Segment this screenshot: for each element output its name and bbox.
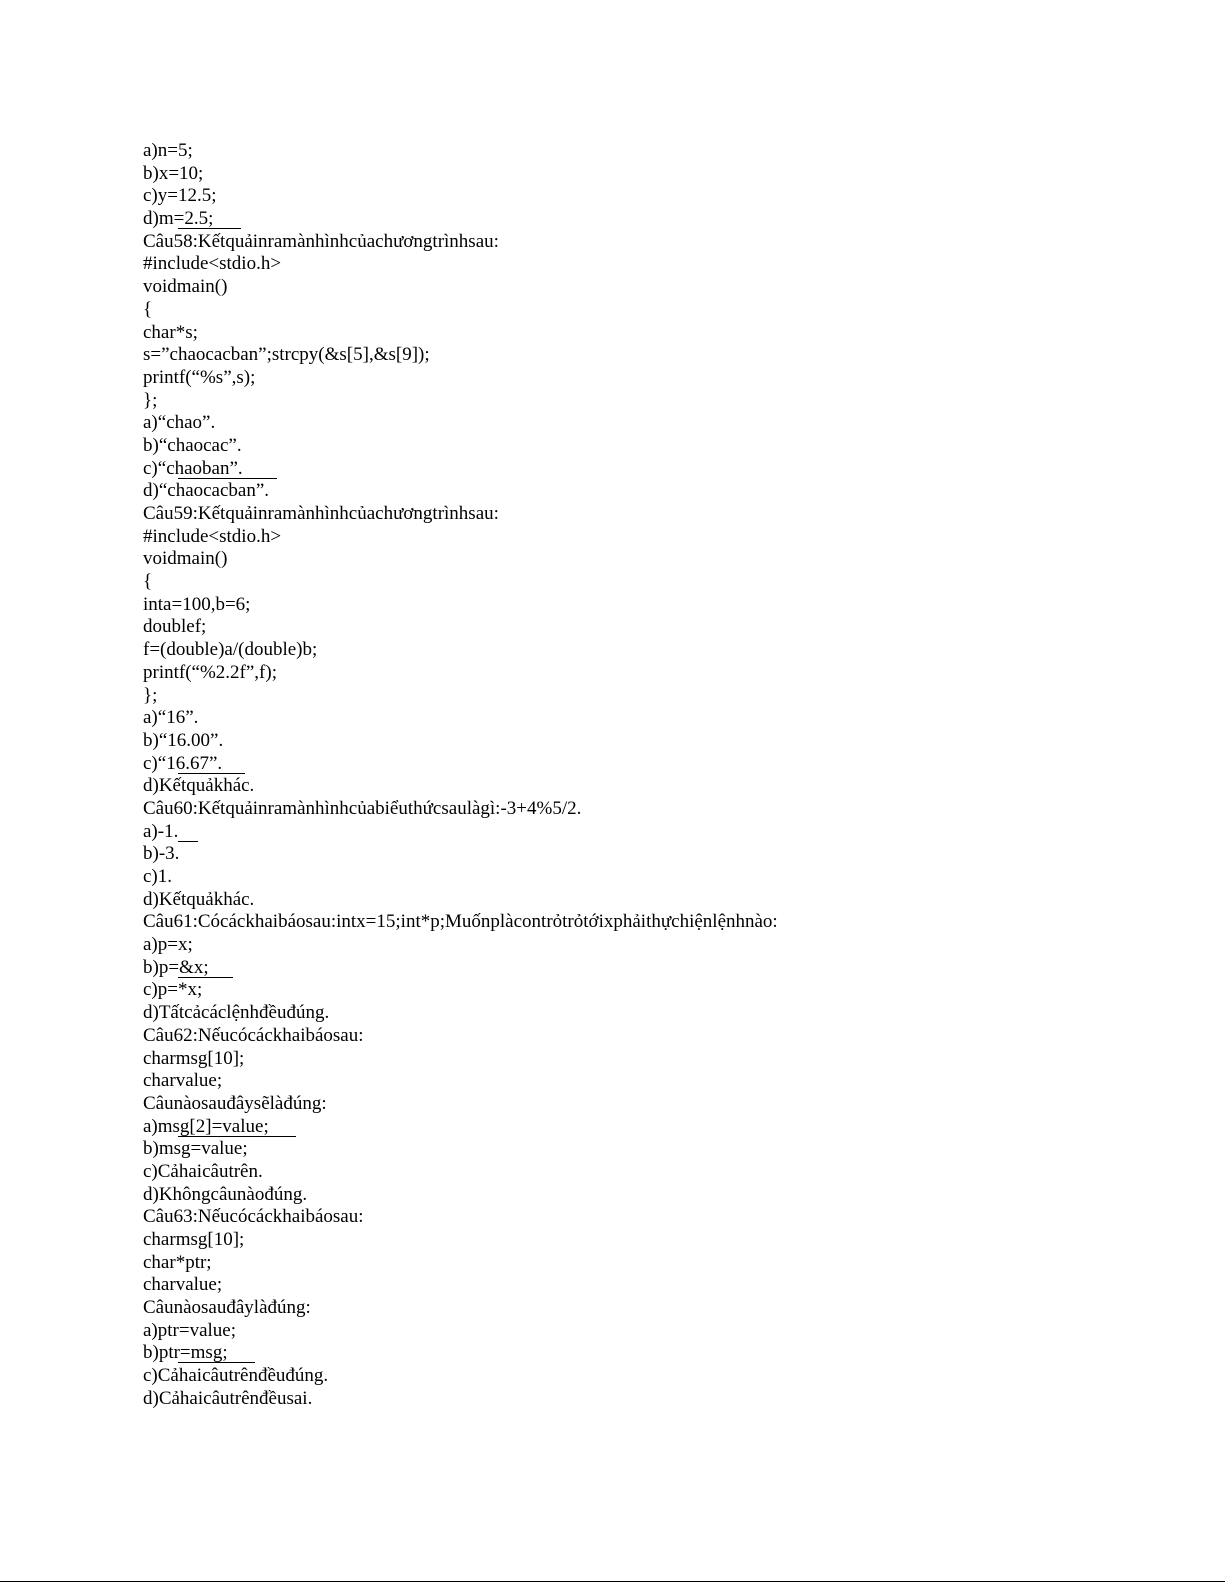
code-line: doublef; [143, 616, 207, 638]
code-line: charmsg[10]; [143, 1047, 245, 1069]
code-line: { [143, 298, 153, 320]
answer-underline [178, 773, 245, 774]
answer-underline [178, 977, 233, 978]
code-line: char*s; [143, 321, 198, 343]
text-line: Câunàosauđâysẽlàđúng: [143, 1092, 327, 1114]
text-line: b)“16.00”. [143, 729, 224, 751]
text-line: c)Cảhaicâutrên. [143, 1160, 263, 1182]
text-line [143, 208, 1143, 231]
text-line: d)Tấtcảcáclệnhđềuđúng. [143, 1002, 330, 1024]
text-line: d)“chaocacban”. [143, 480, 270, 502]
answer-underline [178, 478, 277, 479]
text-line: b)“chaocac”. [143, 434, 242, 456]
answer-option: b)p=&x; [143, 956, 209, 978]
answer-option: c)“chaoban”. [143, 457, 243, 479]
text-line: a)ptr=value; [143, 1319, 237, 1341]
code-line: s=”chaocacban”;strcpy(&s[5],&s[9]); [143, 344, 430, 366]
code-line: charvalue; [143, 1070, 223, 1092]
text-line [143, 957, 1143, 980]
text-line: a)“16”. [143, 707, 199, 729]
text-line: c)1. [143, 866, 173, 887]
text-line [143, 1342, 1143, 1365]
answer-underline [178, 228, 241, 229]
text-line [143, 458, 1143, 481]
text-line: d)Kếtquảkhác. [143, 775, 255, 797]
code-line: f=(double)a/(double)b; [143, 639, 318, 661]
text-line: b)msg=value; [143, 1138, 248, 1160]
text-line: a)n=5; [143, 140, 193, 161]
answer-underline [178, 1362, 255, 1363]
text-line: c)y=12.5; [143, 185, 217, 207]
question-heading: Câu63:Nếucócáckhaibáosau: [143, 1206, 364, 1228]
code-line: { [143, 571, 153, 593]
question-heading: Câu60:Kếtquảinramànhìnhcủabiểuthứcsaulàgì:-3+4%5/2. [143, 797, 582, 819]
code-line: inta=100,b=6; [143, 593, 251, 615]
code-line: char*ptr; [143, 1251, 212, 1273]
answer-underline [178, 1136, 296, 1137]
text-line: d)Cảhaicâutrênđềusai. [143, 1387, 313, 1409]
code-line: #include<stdio.h> [143, 253, 282, 275]
question-heading: Câu58:Kếtquảinramànhìnhcủachươngtrìnhsau: [143, 230, 499, 252]
question-heading: Câu62:Nếucócáckhaibáosau: [143, 1024, 364, 1046]
text-line: Câunàosauđâylàđúng: [143, 1297, 311, 1319]
answer-option: a)-1. [143, 820, 179, 842]
text-line: b)x=10; [143, 162, 204, 184]
text-line [143, 1116, 1143, 1139]
question-heading: Câu59:Kếtquảinramànhìnhcủachươngtrìnhsau: [143, 503, 499, 524]
question-heading: Câu61:Cócáckhaibáosau:intx=15;int*p;Muốnplàcontrỏtrỏtớixphảithựchiệnlệnhnào: [143, 911, 778, 933]
text-line [143, 753, 1143, 776]
code-line: #include<stdio.h> [143, 525, 282, 547]
text-line: d)Khôngcâunàođúng. [143, 1183, 308, 1205]
code-line: }; [143, 389, 158, 411]
answer-option: a)msg[2]=value; [143, 1115, 269, 1137]
text-line: a)p=x; [143, 934, 193, 956]
text-line: d)Kếtquảkhác. [143, 888, 255, 910]
text-line: c)p=*x; [143, 979, 203, 1001]
document-page [143, 140, 1143, 1411]
code-line: charvalue; [143, 1274, 223, 1296]
answer-option: b)ptr=msg; [143, 1342, 228, 1364]
code-line: }; [143, 684, 158, 706]
answer-option: c)“16.67”. [143, 752, 223, 774]
code-line: printf(“%2.2f”,f); [143, 661, 277, 683]
text-line: a)“chao”. [143, 412, 216, 434]
text-line: b)-3. [143, 843, 180, 865]
text-line [143, 821, 1143, 844]
page-bottom-rule [0, 1581, 1225, 1582]
code-line: charmsg[10]; [143, 1229, 245, 1250]
answer-option: d)m=2.5; [143, 208, 214, 230]
code-line: voidmain() [143, 548, 228, 570]
answer-underline [178, 841, 198, 842]
code-line: voidmain() [143, 276, 228, 298]
text-line: c)Cảhaicâutrênđềuđúng. [143, 1365, 329, 1387]
code-line: printf(“%s”,s); [143, 366, 256, 388]
